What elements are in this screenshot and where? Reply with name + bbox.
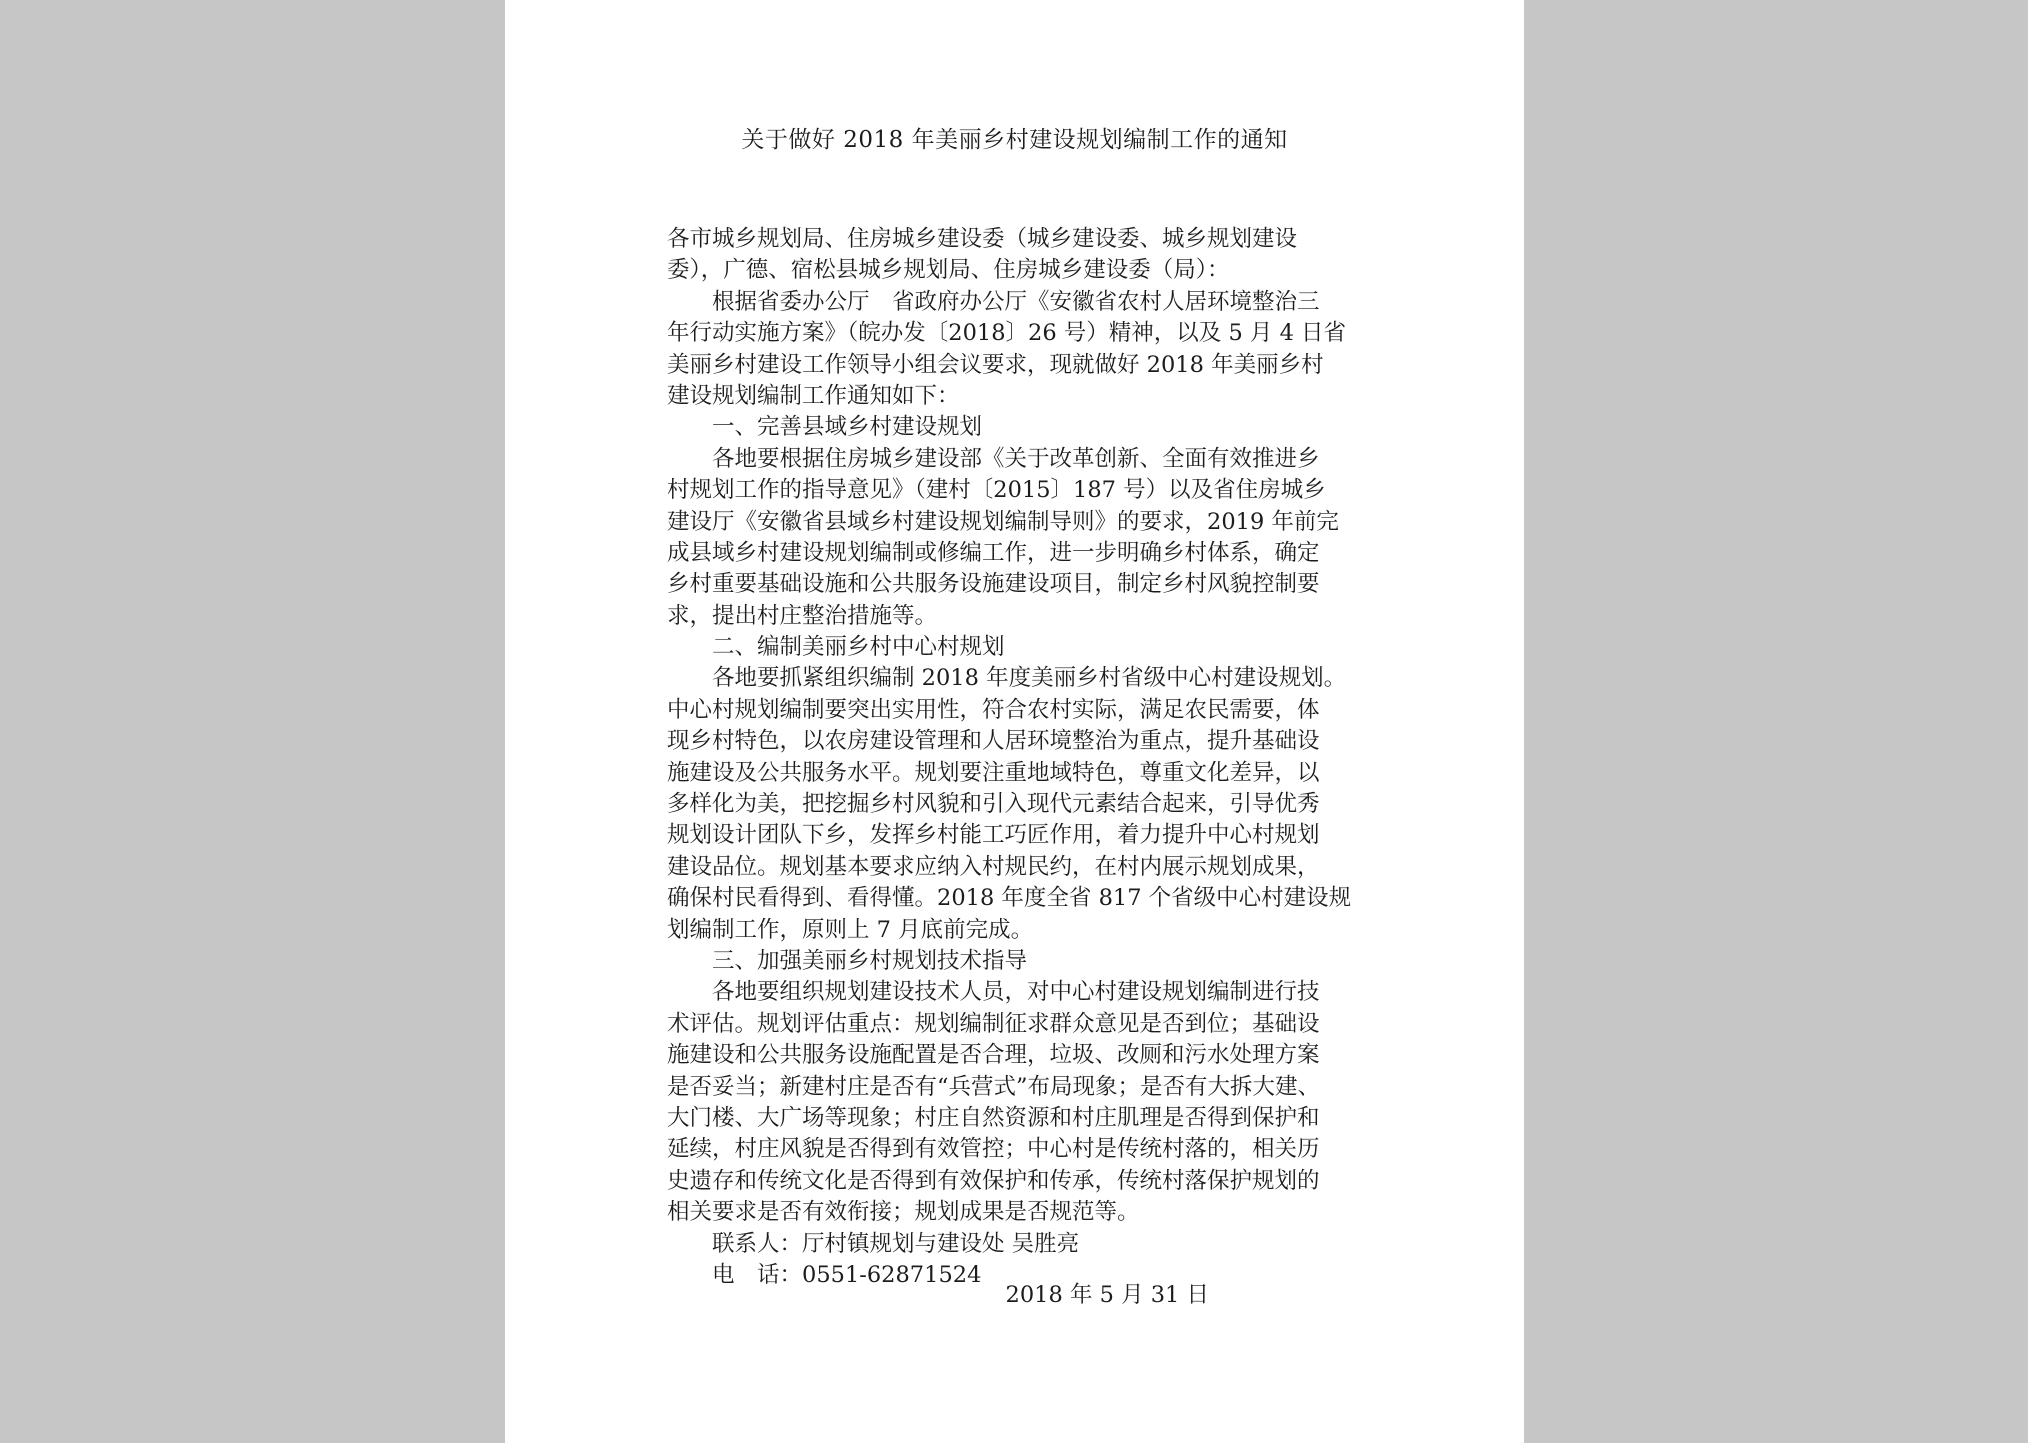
body-line: 是否妥当；新建村庄是否有“兵营式”布局现象；是否有大拆大建、 [667, 1073, 1321, 1100]
body-line: 延续，村庄风貌是否得到有效管控；中心村是传统村落的，相关历 [667, 1136, 1320, 1163]
body-line: 大门楼、大广场等现象；村庄自然资源和村庄肌理是否得到保护和 [667, 1104, 1320, 1131]
body-line: 中心村规划编制要突出实用性，符合农村实际，满足农民需要，体 [667, 696, 1320, 723]
body-line: 施建设和公共服务设施配置是否合理，垃圾、改厕和污水处理方案 [667, 1042, 1320, 1069]
body-line: 建设品位。规划基本要求应纳入村规民约，在村内展示规划成果， [667, 853, 1320, 880]
document-page [505, 0, 1524, 1443]
body-line: 委），广德、宿松县城乡规划局、住房城乡建设委（局）： [667, 257, 1230, 284]
contact-person: 联系人：厅村镇规划与建设处 吴胜亮 [667, 1230, 1080, 1257]
body-line: 确保村民看得到、看得懂。2018 年度全省 817 个省级中心村建设规 [667, 885, 1352, 912]
document-date: 2018 年 5 月 31 日 [1005, 1282, 1209, 1308]
body-line: 各地要组织规划建设技术人员，对中心村建设规划编制进行技 [667, 979, 1320, 1006]
body-line: 相关要求是否有效衔接；规划成果是否规范等。 [667, 1199, 1140, 1226]
section-heading: 二、编制美丽乡村中心村规划 [667, 634, 1005, 661]
section-heading: 三、加强美丽乡村规划技术指导 [667, 947, 1028, 974]
body-line: 根据省委办公厅 省政府办公厅《安徽省农村人居环境整治三 [667, 288, 1320, 315]
document-title: 关于做好 2018 年美丽乡村建设规划编制工作的通知 [741, 127, 1288, 153]
body-line: 现乡村特色，以农房建设管理和人居环境整治为重点，提升基础设 [667, 728, 1320, 755]
body-line: 各地要抓紧组织编制 2018 年度美丽乡村省级中心村建设规划。 [667, 665, 1347, 692]
body-line: 年行动实施方案》（皖办发〔2018〕26 号）精神，以及 5 月 4 日省 [667, 320, 1347, 347]
body-line: 各市城乡规划局、住房城乡建设委（城乡建设委、城乡规划建设 [667, 226, 1298, 252]
body-line: 规划设计团队下乡，发挥乡村能工巧匠作用，着力提升中心村规划 [667, 822, 1320, 849]
section-heading: 一、完善县域乡村建设规划 [667, 414, 983, 441]
body-line: 成县域乡村建设规划编制或修编工作，进一步明确乡村体系，确定 [667, 539, 1320, 566]
body-line: 多样化为美，把挖掘乡村风貌和引入现代元素结合起来，引导优秀 [667, 791, 1320, 818]
contact-phone: 电 话：0551-62871524 [667, 1261, 982, 1288]
body-line: 美丽乡村建设工作领导小组会议要求，现就做好 2018 年美丽乡村 [667, 351, 1324, 378]
body-line: 术评估。规划评估重点：规划编制征求群众意见是否到位；基础设 [667, 1010, 1320, 1037]
body-line: 史遗存和传统文化是否得到有效保护和传承，传统村落保护规划的 [667, 1167, 1320, 1194]
body-line: 乡村重要基础设施和公共服务设施建设项目，制定乡村风貌控制要 [667, 571, 1320, 598]
body-line: 求，提出村庄整治措施等。 [667, 602, 938, 629]
body-line: 建设规划编制工作通知如下： [667, 382, 960, 409]
body-line: 施建设及公共服务水平。规划要注重地域特色，尊重文化差异，以 [667, 759, 1320, 786]
document-body [667, 224, 1372, 1291]
body-line: 建设厅《安徽省县域乡村建设规划编制导则》的要求，2019 年前完 [667, 508, 1339, 535]
body-line: 各地要根据住房城乡建设部《关于改革创新、全面有效推进乡 [667, 445, 1320, 472]
body-line: 划编制工作，原则上 7 月底前完成。 [667, 916, 1034, 943]
body-line: 村规划工作的指导意见》（建村〔2015〕187 号）以及省住房城乡 [667, 477, 1326, 504]
